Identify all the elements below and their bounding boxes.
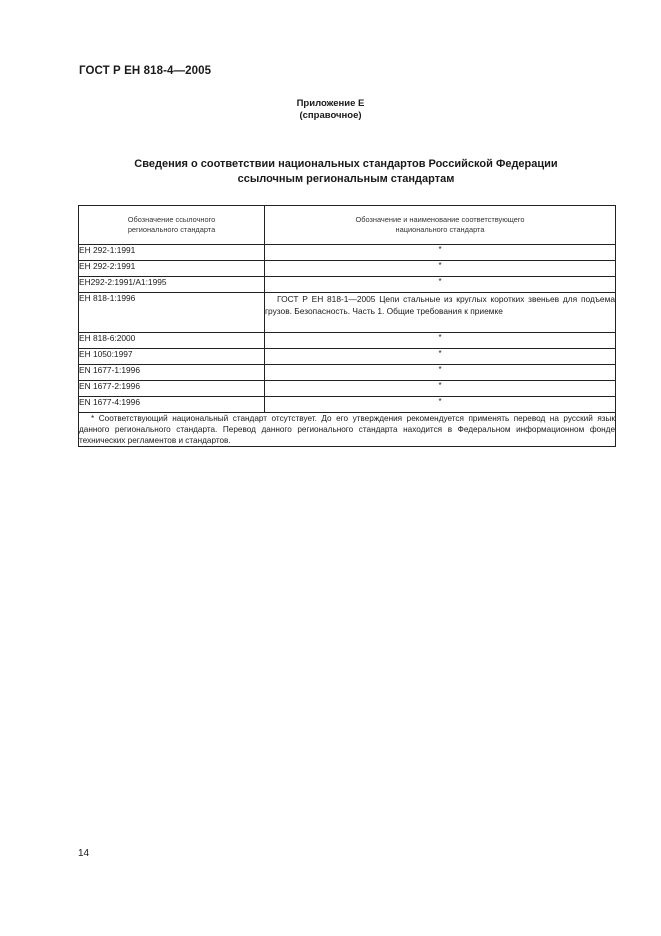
table-footnote-row [79, 413, 616, 447]
section-heading [90, 157, 602, 187]
national-standard-cell: * [265, 381, 616, 397]
national-standard-cell: * [265, 245, 616, 261]
regional-standard-cell: ЕН292-2:1991/А1:1995 [79, 277, 265, 293]
table-row [79, 397, 616, 413]
heading-line-1: Сведения о соответствии национальных стандартов Российской Федерации [134, 158, 558, 170]
header-national-standard: Обозначение и наименование соответствующего национального стандарта [265, 206, 616, 245]
table-row [79, 333, 616, 349]
table-row [79, 277, 616, 293]
national-standard-cell: * [265, 333, 616, 349]
table-row [79, 349, 616, 365]
regional-standard-cell: ЕН 1050:1997 [79, 349, 265, 365]
regional-standard-cell: EN 1677-4:1996 [79, 397, 265, 413]
table-row [79, 261, 616, 277]
table-row [79, 293, 616, 333]
regional-standard-cell: ЕН 818-1:1996 [79, 293, 265, 333]
national-standard-cell: * [265, 397, 616, 413]
table-row [79, 245, 616, 261]
heading-line-2: ссылочным региональным стандартам [237, 173, 455, 185]
national-standard-cell: * [265, 365, 616, 381]
table-row [79, 381, 616, 397]
annex-title: Приложение Е [296, 98, 365, 109]
annex-type: (справочное) [299, 110, 362, 121]
correspondence-table [78, 205, 616, 447]
regional-standard-cell: ЕН 292-2:1991 [79, 261, 265, 277]
regional-standard-cell: EN 1677-2:1996 [79, 381, 265, 397]
page-number: 14 [78, 848, 90, 859]
annex-header [0, 98, 661, 122]
national-standard-cell: * [265, 277, 616, 293]
regional-standard-cell: ЕН 292-1:1991 [79, 245, 265, 261]
table-row [79, 365, 616, 381]
national-standard-cell: * [265, 261, 616, 277]
table-header-row [79, 206, 616, 245]
table-footnote: * Соответствующий национальный стандарт отсутствует. До его утверждения рекомендуется применять перевод на русский язык данного регионального стандарта. Перевод данного регионального стандарта находится в Федеральном информационном фонде технических регламентов и стандартов. [79, 414, 615, 445]
regional-standard-cell: EN 1677-1:1996 [79, 365, 265, 381]
document-code: ГОСТ Р ЕН 818-4—2005 [79, 65, 212, 77]
header-regional-standard: Обозначение ссылочного регионального стандарта [79, 206, 265, 245]
regional-standard-cell: ЕН 818-6:2000 [79, 333, 265, 349]
national-standard-cell: ГОСТ Р ЕН 818-1—2005 Цепи стальные из круглых коротких звеньев для подъема грузов. Безопасность. Часть 1. Общие требования к приемке [265, 293, 616, 333]
national-standard-cell: * [265, 349, 616, 365]
